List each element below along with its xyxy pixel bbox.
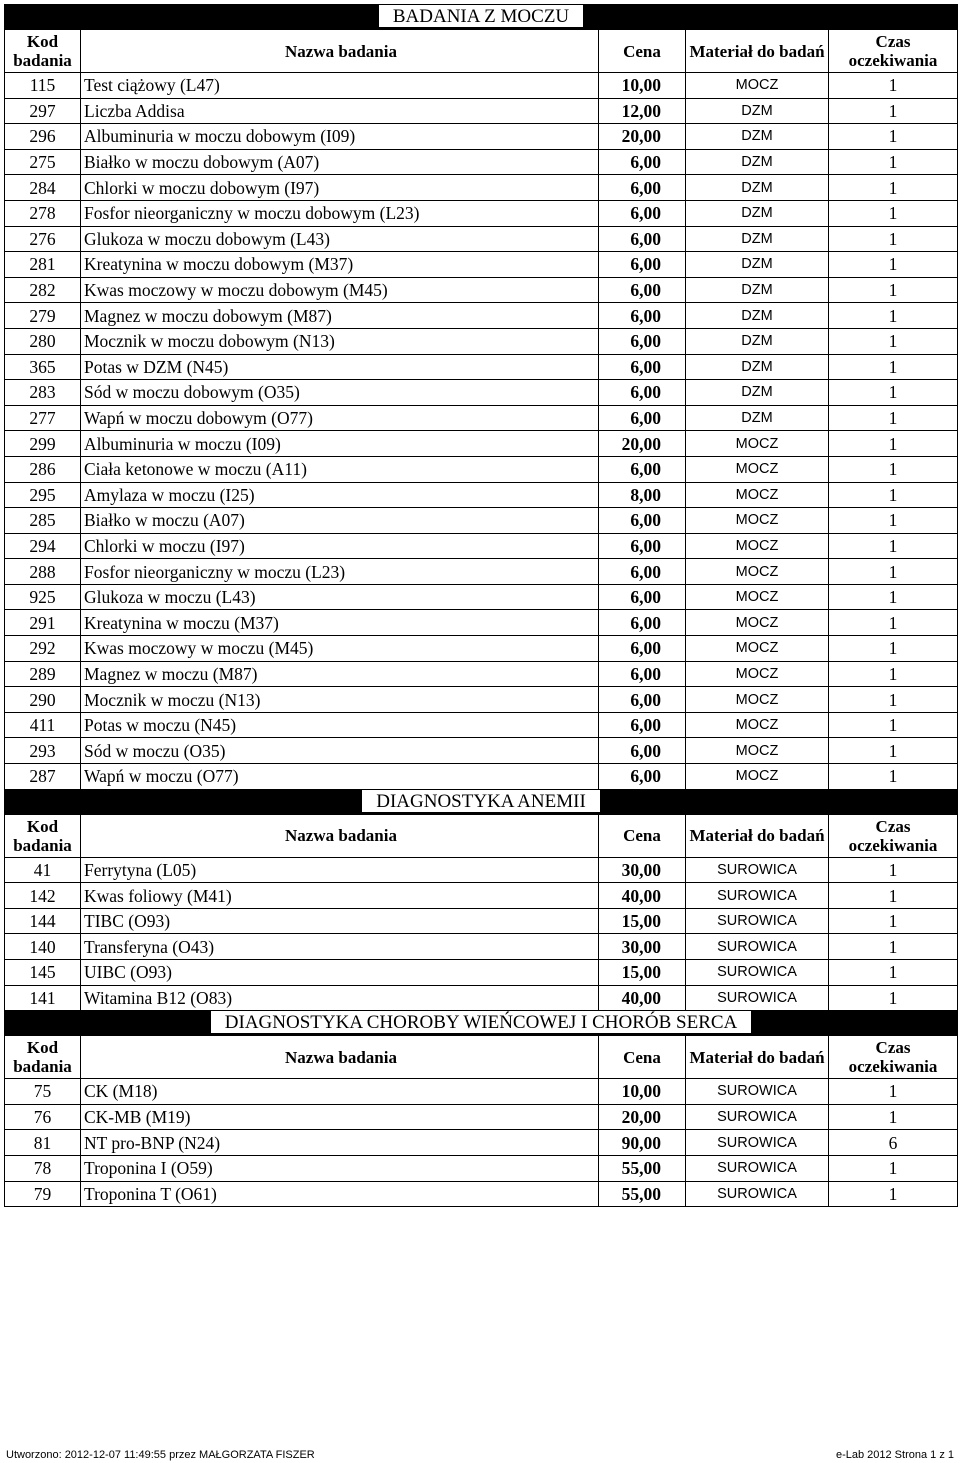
cell-code: 115 bbox=[5, 73, 81, 99]
cell-material: MOCZ bbox=[686, 508, 829, 534]
cell-time: 1 bbox=[829, 738, 958, 764]
section-title-cell bbox=[5, 789, 958, 814]
cell-code: 287 bbox=[5, 764, 81, 790]
cell-name: Ciała ketonowe w moczu (A11) bbox=[81, 456, 599, 482]
header-material: Materiał do badań bbox=[686, 30, 829, 73]
cell-time: 1 bbox=[829, 883, 958, 909]
cell-material: DZM bbox=[686, 277, 829, 303]
cell-price: 6,00 bbox=[599, 252, 686, 278]
table-row bbox=[5, 712, 958, 738]
cell-time: 1 bbox=[829, 1181, 958, 1207]
cell-time: 1 bbox=[829, 277, 958, 303]
cell-time: 1 bbox=[829, 200, 958, 226]
cell-name: Fosfor nieorganiczny w moczu (L23) bbox=[81, 559, 599, 585]
cell-material: DZM bbox=[686, 328, 829, 354]
cell-price: 6,00 bbox=[599, 200, 686, 226]
cell-price: 6,00 bbox=[599, 584, 686, 610]
cell-material: SUROWICA bbox=[686, 1155, 829, 1181]
cell-code: 295 bbox=[5, 482, 81, 508]
cell-price: 12,00 bbox=[599, 98, 686, 124]
cell-code: 278 bbox=[5, 200, 81, 226]
cell-name: Sód w moczu dobowym (O35) bbox=[81, 380, 599, 406]
cell-material: SUROWICA bbox=[686, 985, 829, 1011]
cell-code: 290 bbox=[5, 687, 81, 713]
header-time bbox=[829, 1036, 958, 1079]
cell-price: 6,00 bbox=[599, 610, 686, 636]
section-title-row bbox=[5, 789, 958, 814]
table-row bbox=[5, 764, 958, 790]
cell-name: Troponina T (O61) bbox=[81, 1181, 599, 1207]
cell-time: 1 bbox=[829, 712, 958, 738]
cell-name: Mocznik w moczu (N13) bbox=[81, 687, 599, 713]
cell-name: Amylaza w moczu (I25) bbox=[81, 482, 599, 508]
cell-code: 280 bbox=[5, 328, 81, 354]
cell-code: 288 bbox=[5, 559, 81, 585]
cell-price: 20,00 bbox=[599, 431, 686, 457]
cell-time: 1 bbox=[829, 354, 958, 380]
cell-price: 6,00 bbox=[599, 303, 686, 329]
cell-material: DZM bbox=[686, 380, 829, 406]
cell-name: Magnez w moczu (M87) bbox=[81, 661, 599, 687]
cell-code: 411 bbox=[5, 712, 81, 738]
cell-time: 1 bbox=[829, 482, 958, 508]
cell-price: 15,00 bbox=[599, 960, 686, 986]
header-time bbox=[829, 30, 958, 73]
cell-time: 1 bbox=[829, 908, 958, 934]
header-name: Nazwa badania bbox=[81, 30, 599, 73]
cell-time: 1 bbox=[829, 508, 958, 534]
cell-code: 292 bbox=[5, 636, 81, 662]
cell-material: DZM bbox=[686, 98, 829, 124]
cell-price: 6,00 bbox=[599, 405, 686, 431]
table-row bbox=[5, 559, 958, 585]
cell-material: MOCZ bbox=[686, 482, 829, 508]
cell-material: MOCZ bbox=[686, 431, 829, 457]
price-table bbox=[4, 4, 958, 1207]
header-code bbox=[5, 30, 81, 73]
cell-name: Test ciążowy (L47) bbox=[81, 73, 599, 99]
cell-price: 40,00 bbox=[599, 883, 686, 909]
cell-code: 286 bbox=[5, 456, 81, 482]
cell-material: DZM bbox=[686, 200, 829, 226]
cell-price: 6,00 bbox=[599, 687, 686, 713]
table-row bbox=[5, 1155, 958, 1181]
cell-name: Glukoza w moczu (L43) bbox=[81, 584, 599, 610]
cell-name: Potas w DZM (N45) bbox=[81, 354, 599, 380]
cell-time: 1 bbox=[829, 610, 958, 636]
cell-code: 283 bbox=[5, 380, 81, 406]
cell-price: 10,00 bbox=[599, 1079, 686, 1105]
cell-code: 297 bbox=[5, 98, 81, 124]
cell-material: DZM bbox=[686, 405, 829, 431]
cell-material: SUROWICA bbox=[686, 934, 829, 960]
cell-name: Transferyna (O43) bbox=[81, 934, 599, 960]
cell-code: 277 bbox=[5, 405, 81, 431]
cell-price: 6,00 bbox=[599, 764, 686, 790]
cell-name: UIBC (O93) bbox=[81, 960, 599, 986]
cell-material: SUROWICA bbox=[686, 1181, 829, 1207]
table-row bbox=[5, 149, 958, 175]
table-row bbox=[5, 200, 958, 226]
cell-time: 1 bbox=[829, 456, 958, 482]
cell-name: CK (M18) bbox=[81, 1079, 599, 1105]
cell-time: 1 bbox=[829, 1155, 958, 1181]
cell-material: SUROWICA bbox=[686, 1079, 829, 1105]
cell-time: 1 bbox=[829, 328, 958, 354]
cell-name: Kwas foliowy (M41) bbox=[81, 883, 599, 909]
cell-time: 1 bbox=[829, 124, 958, 150]
cell-price: 30,00 bbox=[599, 934, 686, 960]
cell-price: 6,00 bbox=[599, 354, 686, 380]
header-code-line1: Kod bbox=[26, 1038, 59, 1058]
table-row bbox=[5, 508, 958, 534]
cell-material: DZM bbox=[686, 226, 829, 252]
section-title-cell bbox=[5, 5, 958, 30]
cell-name: TIBC (O93) bbox=[81, 908, 599, 934]
header-name: Nazwa badania bbox=[81, 1036, 599, 1079]
cell-code: 365 bbox=[5, 354, 81, 380]
table-row bbox=[5, 456, 958, 482]
cell-price: 40,00 bbox=[599, 985, 686, 1011]
table-row bbox=[5, 584, 958, 610]
cell-name: CK-MB (M19) bbox=[81, 1104, 599, 1130]
section-title-row bbox=[5, 5, 958, 30]
cell-price: 90,00 bbox=[599, 1130, 686, 1156]
header-name: Nazwa badania bbox=[81, 814, 599, 857]
cell-material: DZM bbox=[686, 354, 829, 380]
cell-name: Wapń w moczu dobowym (O77) bbox=[81, 405, 599, 431]
cell-time: 1 bbox=[829, 175, 958, 201]
cell-material: MOCZ bbox=[686, 687, 829, 713]
cell-price: 6,00 bbox=[599, 636, 686, 662]
cell-name: Białko w moczu (A07) bbox=[81, 508, 599, 534]
cell-time: 1 bbox=[829, 764, 958, 790]
cell-name: Kwas moczowy w moczu dobowym (M45) bbox=[81, 277, 599, 303]
cell-name: Kwas moczowy w moczu (M45) bbox=[81, 636, 599, 662]
cell-code: 41 bbox=[5, 857, 81, 883]
cell-name: Mocznik w moczu dobowym (N13) bbox=[81, 328, 599, 354]
cell-code: 75 bbox=[5, 1079, 81, 1105]
cell-name: Kreatynina w moczu (M37) bbox=[81, 610, 599, 636]
cell-code: 289 bbox=[5, 661, 81, 687]
header-price: Cena bbox=[599, 1036, 686, 1079]
column-header-row bbox=[5, 814, 958, 857]
section-title-row bbox=[5, 1011, 958, 1036]
header-code-line2: badania bbox=[13, 835, 72, 855]
table-row bbox=[5, 883, 958, 909]
cell-code: 296 bbox=[5, 124, 81, 150]
cell-name: Albuminuria w moczu dobowym (I09) bbox=[81, 124, 599, 150]
cell-time: 1 bbox=[829, 1079, 958, 1105]
table-row bbox=[5, 252, 958, 278]
cell-price: 8,00 bbox=[599, 482, 686, 508]
cell-material: MOCZ bbox=[686, 738, 829, 764]
cell-code: 282 bbox=[5, 277, 81, 303]
cell-name: Wapń w moczu (O77) bbox=[81, 764, 599, 790]
header-material: Materiał do badań bbox=[686, 814, 829, 857]
table-row bbox=[5, 277, 958, 303]
cell-price: 6,00 bbox=[599, 533, 686, 559]
cell-code: 78 bbox=[5, 1155, 81, 1181]
table-row bbox=[5, 1104, 958, 1130]
cell-material: MOCZ bbox=[686, 584, 829, 610]
table-row bbox=[5, 985, 958, 1011]
cell-time: 1 bbox=[829, 934, 958, 960]
cell-price: 55,00 bbox=[599, 1181, 686, 1207]
cell-code: 140 bbox=[5, 934, 81, 960]
header-time-line1: Czas bbox=[875, 1038, 911, 1058]
cell-material: SUROWICA bbox=[686, 883, 829, 909]
table-row bbox=[5, 857, 958, 883]
cell-time: 1 bbox=[829, 584, 958, 610]
cell-material: MOCZ bbox=[686, 559, 829, 585]
cell-material: DZM bbox=[686, 175, 829, 201]
cell-code: 279 bbox=[5, 303, 81, 329]
cell-material: MOCZ bbox=[686, 610, 829, 636]
cell-material: SUROWICA bbox=[686, 1130, 829, 1156]
cell-time: 1 bbox=[829, 533, 958, 559]
table-row bbox=[5, 1181, 958, 1207]
cell-time: 1 bbox=[829, 303, 958, 329]
cell-name: Glukoza w moczu dobowym (L43) bbox=[81, 226, 599, 252]
cell-price: 55,00 bbox=[599, 1155, 686, 1181]
cell-price: 6,00 bbox=[599, 175, 686, 201]
section-title: DIAGNOSTYKA CHOROBY WIEŃCOWEJ I CHORÓB SERCA bbox=[211, 1011, 752, 1033]
cell-code: 79 bbox=[5, 1181, 81, 1207]
footer-page: e-Lab 2012 Strona 1 z 1 bbox=[835, 1449, 954, 1461]
table-row bbox=[5, 1079, 958, 1105]
cell-code: 142 bbox=[5, 883, 81, 909]
cell-name: Białko w moczu dobowym (A07) bbox=[81, 149, 599, 175]
section-title: BADANIA Z MOCZU bbox=[379, 5, 583, 27]
cell-code: 141 bbox=[5, 985, 81, 1011]
cell-time: 1 bbox=[829, 380, 958, 406]
cell-price: 6,00 bbox=[599, 559, 686, 585]
table-row bbox=[5, 380, 958, 406]
cell-material: DZM bbox=[686, 149, 829, 175]
cell-time: 1 bbox=[829, 661, 958, 687]
cell-price: 6,00 bbox=[599, 149, 686, 175]
table-row bbox=[5, 98, 958, 124]
table-row bbox=[5, 124, 958, 150]
cell-price: 30,00 bbox=[599, 857, 686, 883]
table-row bbox=[5, 1130, 958, 1156]
cell-code: 281 bbox=[5, 252, 81, 278]
cell-name: Sód w moczu (O35) bbox=[81, 738, 599, 764]
cell-name: Chlorki w moczu (I97) bbox=[81, 533, 599, 559]
column-header-row bbox=[5, 30, 958, 73]
cell-material: MOCZ bbox=[686, 661, 829, 687]
section-title-cell bbox=[5, 1011, 958, 1036]
cell-price: 6,00 bbox=[599, 712, 686, 738]
header-price: Cena bbox=[599, 814, 686, 857]
cell-name: Troponina I (O59) bbox=[81, 1155, 599, 1181]
table-row bbox=[5, 610, 958, 636]
cell-material: MOCZ bbox=[686, 73, 829, 99]
header-code bbox=[5, 814, 81, 857]
table-row bbox=[5, 687, 958, 713]
cell-time: 6 bbox=[829, 1130, 958, 1156]
cell-price: 6,00 bbox=[599, 738, 686, 764]
cell-name: Magnez w moczu dobowym (M87) bbox=[81, 303, 599, 329]
header-code-line1: Kod bbox=[26, 816, 59, 836]
cell-material: MOCZ bbox=[686, 712, 829, 738]
table-row bbox=[5, 303, 958, 329]
header-time-line2: oczekiwania bbox=[848, 1057, 938, 1077]
cell-name: Chlorki w moczu dobowym (I97) bbox=[81, 175, 599, 201]
cell-time: 1 bbox=[829, 960, 958, 986]
cell-time: 1 bbox=[829, 1104, 958, 1130]
header-price: Cena bbox=[599, 30, 686, 73]
table-row bbox=[5, 328, 958, 354]
cell-material: DZM bbox=[686, 124, 829, 150]
cell-time: 1 bbox=[829, 431, 958, 457]
table-row bbox=[5, 175, 958, 201]
cell-price: 6,00 bbox=[599, 456, 686, 482]
cell-code: 76 bbox=[5, 1104, 81, 1130]
cell-price: 6,00 bbox=[599, 226, 686, 252]
cell-time: 1 bbox=[829, 985, 958, 1011]
cell-material: DZM bbox=[686, 252, 829, 278]
table-row bbox=[5, 533, 958, 559]
cell-code: 275 bbox=[5, 149, 81, 175]
header-code bbox=[5, 1036, 81, 1079]
footer-created: Utworzono: 2012-12-07 11:49:55 przez MAŁGORZATA FISZER bbox=[6, 1449, 315, 1461]
cell-material: SUROWICA bbox=[686, 1104, 829, 1130]
table-row bbox=[5, 431, 958, 457]
cell-material: SUROWICA bbox=[686, 908, 829, 934]
cell-material: MOCZ bbox=[686, 533, 829, 559]
cell-time: 1 bbox=[829, 636, 958, 662]
table-row bbox=[5, 73, 958, 99]
table-row bbox=[5, 405, 958, 431]
cell-code: 291 bbox=[5, 610, 81, 636]
cell-name: Ferrytyna (L05) bbox=[81, 857, 599, 883]
cell-name: NT pro-BNP (N24) bbox=[81, 1130, 599, 1156]
cell-price: 20,00 bbox=[599, 1104, 686, 1130]
cell-time: 1 bbox=[829, 687, 958, 713]
table-row bbox=[5, 908, 958, 934]
cell-material: MOCZ bbox=[686, 764, 829, 790]
cell-time: 1 bbox=[829, 252, 958, 278]
cell-price: 6,00 bbox=[599, 508, 686, 534]
table-row bbox=[5, 636, 958, 662]
cell-name: Witamina B12 (O83) bbox=[81, 985, 599, 1011]
header-time-line2: oczekiwania bbox=[848, 835, 938, 855]
cell-price: 6,00 bbox=[599, 328, 686, 354]
cell-code: 294 bbox=[5, 533, 81, 559]
table-row bbox=[5, 354, 958, 380]
cell-price: 20,00 bbox=[599, 124, 686, 150]
table-row bbox=[5, 661, 958, 687]
table-row bbox=[5, 960, 958, 986]
cell-name: Potas w moczu (N45) bbox=[81, 712, 599, 738]
cell-price: 15,00 bbox=[599, 908, 686, 934]
header-time bbox=[829, 814, 958, 857]
page-footer bbox=[6, 1449, 954, 1461]
cell-price: 6,00 bbox=[599, 380, 686, 406]
cell-time: 1 bbox=[829, 405, 958, 431]
cell-code: 81 bbox=[5, 1130, 81, 1156]
section-title: DIAGNOSTYKA ANEMII bbox=[362, 790, 600, 812]
cell-code: 284 bbox=[5, 175, 81, 201]
cell-name: Kreatynina w moczu dobowym (M37) bbox=[81, 252, 599, 278]
cell-time: 1 bbox=[829, 559, 958, 585]
cell-material: DZM bbox=[686, 303, 829, 329]
cell-code: 299 bbox=[5, 431, 81, 457]
cell-time: 1 bbox=[829, 857, 958, 883]
cell-price: 10,00 bbox=[599, 73, 686, 99]
header-code-line2: badania bbox=[13, 1057, 72, 1077]
table-row bbox=[5, 226, 958, 252]
header-time-line1: Czas bbox=[875, 816, 911, 836]
cell-code: 144 bbox=[5, 908, 81, 934]
price-table-body bbox=[5, 5, 958, 1207]
header-material: Materiał do badań bbox=[686, 1036, 829, 1079]
cell-name: Fosfor nieorganiczny w moczu dobowym (L23) bbox=[81, 200, 599, 226]
cell-time: 1 bbox=[829, 149, 958, 175]
cell-name: Liczba Addisa bbox=[81, 98, 599, 124]
cell-time: 1 bbox=[829, 98, 958, 124]
cell-code: 285 bbox=[5, 508, 81, 534]
table-row bbox=[5, 934, 958, 960]
cell-material: MOCZ bbox=[686, 456, 829, 482]
cell-price: 6,00 bbox=[599, 661, 686, 687]
cell-code: 276 bbox=[5, 226, 81, 252]
cell-price: 6,00 bbox=[599, 277, 686, 303]
header-time-line1: Czas bbox=[875, 32, 911, 51]
table-row bbox=[5, 738, 958, 764]
cell-material: MOCZ bbox=[686, 636, 829, 662]
cell-material: SUROWICA bbox=[686, 960, 829, 986]
column-header-row bbox=[5, 1036, 958, 1079]
cell-code: 293 bbox=[5, 738, 81, 764]
cell-time: 1 bbox=[829, 226, 958, 252]
header-code-line1: Kod bbox=[26, 32, 59, 51]
header-time-line2: oczekiwania bbox=[848, 51, 938, 70]
header-code-line2: badania bbox=[13, 51, 72, 70]
cell-name: Albuminuria w moczu (I09) bbox=[81, 431, 599, 457]
cell-material: SUROWICA bbox=[686, 857, 829, 883]
cell-time: 1 bbox=[829, 73, 958, 99]
cell-code: 925 bbox=[5, 584, 81, 610]
cell-code: 145 bbox=[5, 960, 81, 986]
table-row bbox=[5, 482, 958, 508]
